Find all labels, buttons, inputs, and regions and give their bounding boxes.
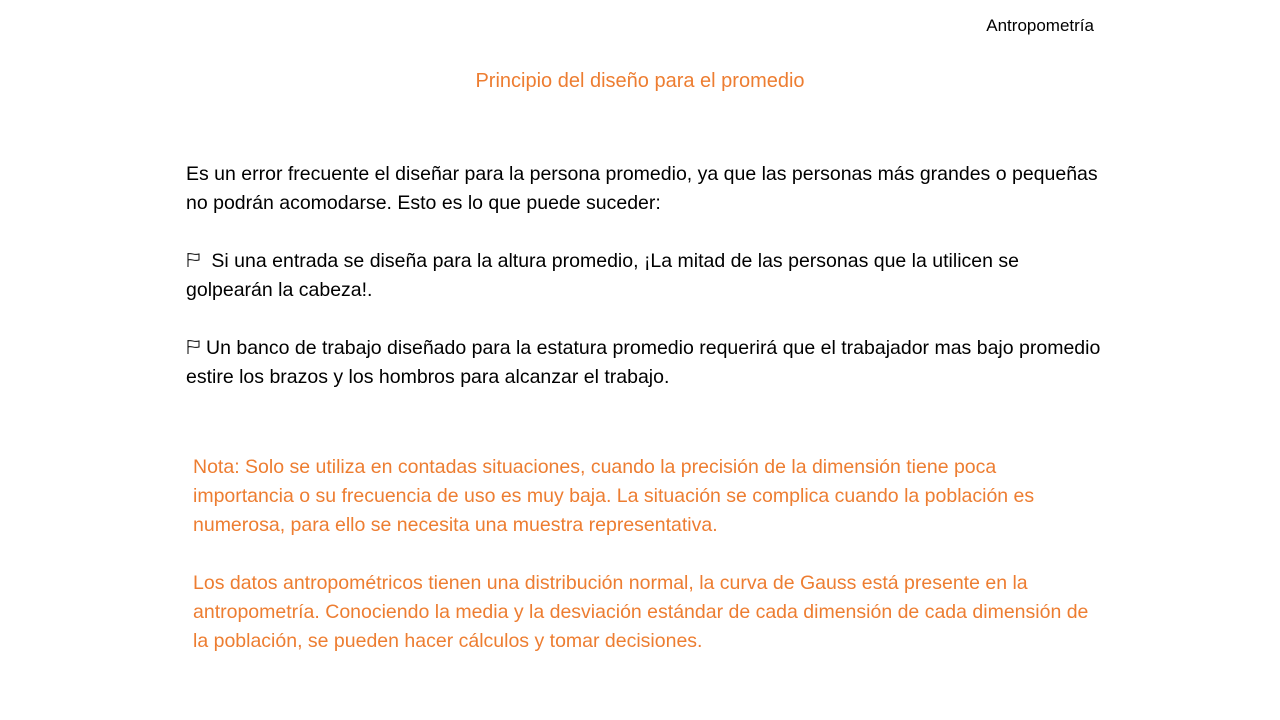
header-tag: Antropometría bbox=[986, 16, 1094, 35]
flag-icon bbox=[186, 248, 202, 264]
gauss-paragraph: Los datos antropométricos tienen una distribución normal, la curva de Gauss está presente en la antropometría. Conociendo la media y la desviación estándar de cada dimensión de cada dimensión de la población, se pueden hacer cálculos y tomar decisiones. bbox=[193, 572, 1089, 652]
spacer bbox=[193, 540, 1093, 569]
bullet-item-1 bbox=[186, 247, 1106, 305]
bullet-item-2 bbox=[186, 334, 1106, 392]
note-block bbox=[193, 453, 1093, 656]
flag-icon bbox=[186, 335, 202, 351]
slide-title: Principio del diseño para el promedio bbox=[475, 70, 805, 92]
body-text-block bbox=[186, 160, 1106, 392]
spacer bbox=[186, 305, 1106, 334]
bullet-text: Un banco de trabajo diseñado para la estatura promedio requerirá que el trabajador mas bajo promedio estire los brazos y los hombros para alcanzar el trabajo. bbox=[186, 337, 1101, 388]
bullet-text: Si una entrada se diseña para la altura promedio, ¡La mitad de las personas que la utilicen se golpearán la cabeza!. bbox=[186, 250, 1019, 301]
spacer bbox=[186, 218, 1106, 247]
intro-paragraph: Es un error frecuente el diseñar para la persona promedio, ya que las personas más grandes o pequeñas no podrán acomodarse. Esto es lo que puede suceder: bbox=[186, 163, 1098, 214]
note-paragraph: Nota: Solo se utiliza en contadas situaciones, cuando la precisión de la dimensión tiene poca importancia o su frecuencia de uso es muy baja. La situación se complica cuando la población es numerosa, para ello se necesita una muestra representativa. bbox=[193, 456, 1035, 536]
